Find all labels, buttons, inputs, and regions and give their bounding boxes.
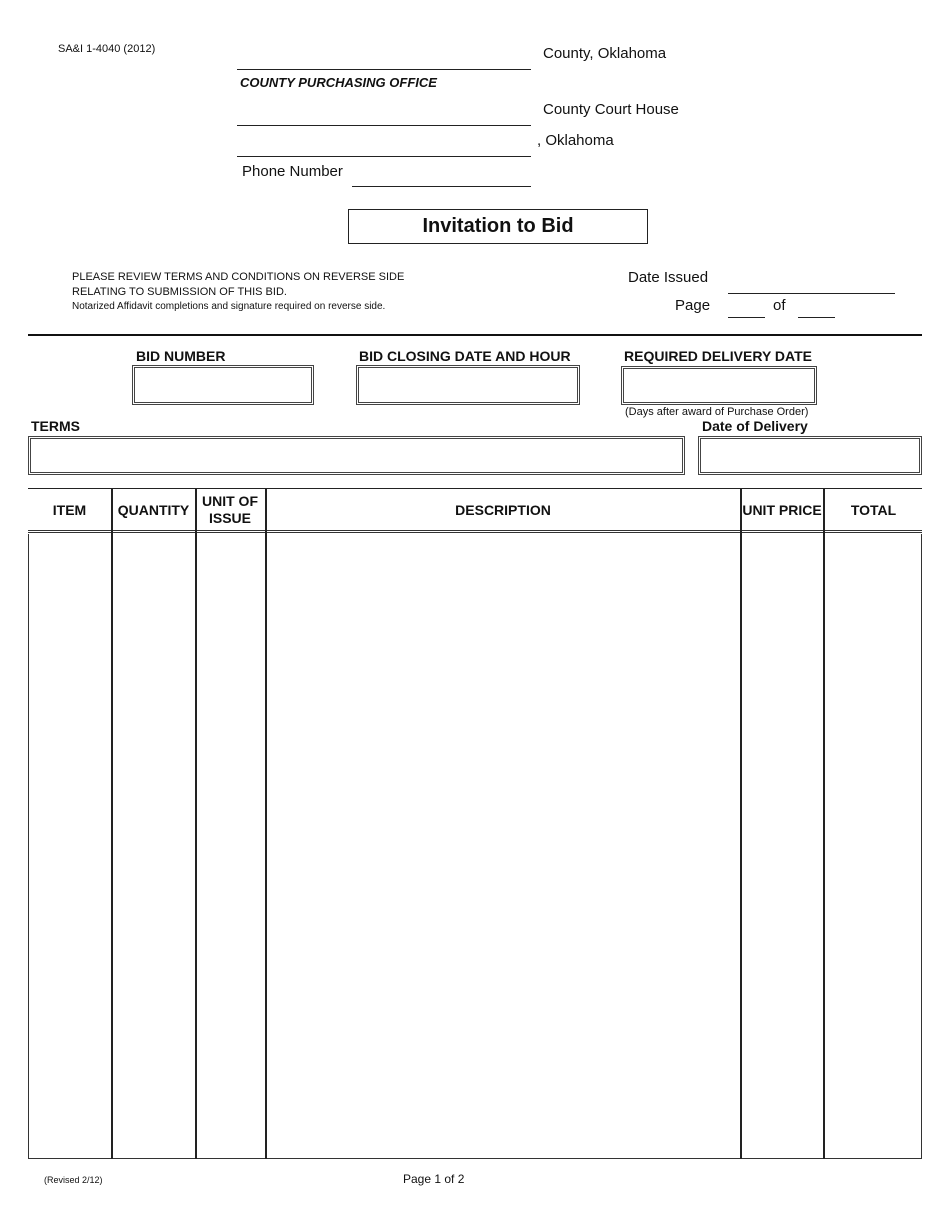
notice-line-1: PLEASE REVIEW TERMS AND CONDITIONS ON REVERSE SIDE [72, 271, 405, 283]
date-issued-underline [728, 293, 895, 294]
phone-number-field[interactable] [352, 164, 534, 186]
item-table [28, 488, 922, 1160]
col-divider [740, 488, 742, 1159]
col-header-unit-price: UNIT PRICE [742, 501, 822, 518]
date-of-delivery-field[interactable] [698, 436, 922, 475]
required-delivery-label: REQUIRED DELIVERY DATE [624, 348, 812, 364]
table-body[interactable] [28, 534, 922, 1159]
notice-line-2: RELATING TO SUBMISSION OF THIS BID. [72, 286, 287, 298]
col-header-unit-of-issue: UNIT OF ISSUE [202, 493, 258, 526]
page-footer: Page 1 of 2 [403, 1172, 465, 1186]
city-field[interactable] [238, 133, 534, 155]
bid-number-label: BID NUMBER [136, 348, 226, 364]
office-address-field[interactable] [238, 102, 534, 124]
county-label: County, Oklahoma [543, 45, 667, 62]
notice-line-3: Notarized Affidavit completions and signature required on reverse side. [72, 301, 386, 312]
bid-number-field[interactable] [132, 365, 314, 405]
bid-closing-label: BID CLOSING DATE AND HOUR [359, 348, 571, 364]
page-title: Invitation to Bid [422, 215, 574, 237]
required-delivery-field[interactable] [621, 366, 817, 405]
col-divider [265, 488, 267, 1159]
section-divider [28, 334, 922, 336]
form-code: SA&I 1-4040 (2012) [58, 43, 156, 55]
oklahoma-label: , Oklahoma [537, 132, 614, 149]
office-address-underline [237, 125, 531, 126]
delivery-note: (Days after award of Purchase Order) [625, 406, 809, 418]
page-total-field[interactable] [798, 296, 838, 318]
terms-label: TERMS [31, 418, 80, 434]
col-header-quantity: QUANTITY [117, 501, 190, 518]
col-header-description: DESCRIPTION [455, 501, 551, 518]
col-divider [111, 488, 113, 1159]
title-box [348, 209, 648, 244]
revised-note: (Revised 2/12) [44, 1175, 103, 1185]
page-number-underline [728, 317, 765, 318]
bid-closing-field[interactable] [356, 365, 580, 405]
date-of-delivery-label: Date of Delivery [702, 418, 808, 434]
court-house-label: County Court House [543, 101, 679, 118]
page-label: Page [675, 297, 711, 314]
page-number-field[interactable] [728, 296, 768, 318]
of-label: of [773, 297, 786, 314]
date-issued-field[interactable] [728, 271, 898, 293]
terms-field[interactable] [28, 436, 685, 475]
office-label: COUNTY PURCHASING OFFICE [240, 75, 437, 90]
county-name-underline [237, 69, 531, 70]
col-header-total: TOTAL [850, 501, 897, 518]
phone-underline [352, 186, 531, 187]
col-divider [823, 488, 825, 1159]
col-header-item: ITEM [52, 501, 87, 518]
city-underline [237, 156, 531, 157]
col-divider [195, 488, 197, 1159]
phone-label: Phone Number [242, 163, 343, 180]
county-name-field[interactable] [238, 46, 534, 68]
page-total-underline [798, 317, 835, 318]
date-issued-label: Date Issued [628, 269, 709, 286]
